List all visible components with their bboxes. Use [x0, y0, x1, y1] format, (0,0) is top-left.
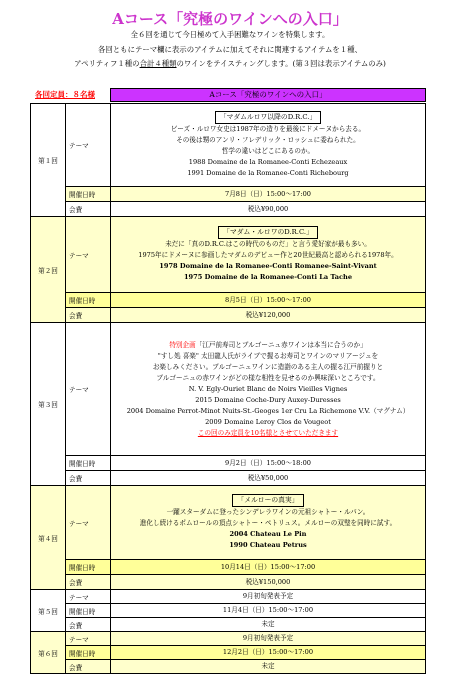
intro-line-2: 各回ともにテーマ欄に表示のアイテムに加えてそれに関連するアイテムを１種、 [98, 44, 362, 54]
round-4-fee-label: 会費 [66, 575, 111, 590]
round-1-fee: 税込¥90,000 [111, 202, 426, 217]
round-1-theme [111, 104, 426, 187]
round-4-label: 第４回 [31, 486, 66, 590]
round-5-label: 第５回 [31, 590, 66, 632]
round-1-wine: 1991 Domaine de la Romanee-Conti Richebourg [187, 169, 349, 177]
round-2-line: 未だに「真のD.R.C.はこの時代のものだ」と言う愛好家が最も多い。 [165, 240, 371, 248]
round-2-subtitle: 「マダム・ルロワのD.R.C.」 [218, 226, 318, 239]
round-1-theme-row [31, 104, 426, 187]
round-3-date-row [31, 456, 426, 471]
intro-total-emphasis: 合計４種類 [139, 59, 177, 68]
round-3-line: お楽しみください。ブルゴーニュワインに造詣のある主人の握る江戸前握りと [152, 362, 384, 371]
round-2-fee-label: 会費 [66, 308, 111, 323]
round-4-subtitle: 「メルローの真実」 [232, 494, 303, 507]
round-6-theme: 9月初旬発表予定 [111, 632, 426, 646]
round-4-theme-label: テーマ [66, 486, 111, 560]
round-3-date-label: 開催日時 [66, 456, 111, 471]
round-4-wine: 2004 Chateau Le Pin [229, 530, 307, 538]
round-1-fee-row [31, 202, 426, 217]
round-2-theme-label: テーマ [66, 217, 111, 293]
round-6-date-row [31, 646, 426, 660]
round-4-date: 10月14日（日）15:00～17:00 [111, 560, 426, 575]
capacity-label: 各回定員：８名様 [35, 90, 95, 99]
round-6-theme-row [31, 632, 426, 646]
round-1-wine: 1988 Domaine de la Romanee-Conti Echezeaux [188, 158, 348, 166]
round-4-date-row [31, 560, 426, 575]
round-2-theme-row [31, 217, 426, 293]
round-6-label: 第６回 [31, 632, 66, 674]
round-4-line: 進化し続けるポムロールの頂点シャトー・ペトリュス。メルローの双璧を同時に試す。 [139, 519, 397, 527]
round-4-theme-row [31, 486, 426, 560]
round-4-line: 一躍スターダムに登ったシンデレラワインの元祖シャトー・ルパン。 [166, 508, 370, 516]
round-4-fee: 税込¥150,000 [111, 575, 426, 590]
round-4-date-label: 開催日時 [66, 560, 111, 575]
round-1-line: 哲学の違いはどこにあるのか。 [221, 147, 315, 155]
intro-line-3: アペリティフ１種の合計４種類のワインをテイスティングします。(第３回は表示アイテムのみ) [74, 59, 386, 68]
round-3-note: この回のみ定員を10名様とさせていただきます [197, 428, 339, 437]
round-6-date: 12月2日（日）15:00～17:00 [111, 646, 426, 660]
round-2-date-label: 開催日時 [66, 293, 111, 308]
round-3-theme-row [31, 323, 426, 456]
round-3-theme-label: テーマ [66, 323, 111, 456]
round-5-theme-row [31, 590, 426, 604]
round-2-label: 第２回 [31, 217, 66, 323]
round-3-date: 9月2日（日）15:00～18:00 [111, 456, 426, 471]
round-3-line: "すし処 喜楽" 太田龍人氏がライブで握るお寿司とワインのマリアージュを [157, 351, 379, 360]
round-3-fee-row [31, 471, 426, 486]
round-2-date: 8月5日（日）15:00～17:00 [111, 293, 426, 308]
round-2-theme [111, 217, 426, 293]
page-title: Aコース「究極のワインへの入口」 [112, 10, 348, 28]
round-6-fee-row [31, 660, 426, 674]
course-header: Aコース「究極のワインへの入口」 [110, 88, 426, 102]
round-3-wine: 2004 Domaine Perrot-Minot Nuits-St.-Geoges 1er Cru La Richemone V.V.（マグナム） [126, 406, 410, 415]
round-5-date: 11月4日（日）15:00～17:00 [111, 604, 426, 618]
round-3-special: 特別企画 [169, 340, 196, 349]
intro-line-1: 全６回を通じて今日極めて入手困難なワインを特集します。 [130, 30, 330, 39]
round-5-date-row [31, 604, 426, 618]
round-4-fee-row [31, 575, 426, 590]
course-table [30, 103, 426, 674]
round-1-line: ビーズ・ルロワ女史は1987年の造りを最後にドメーヌから去る。 [170, 125, 366, 133]
round-1-fee-label: 会費 [66, 202, 111, 217]
round-1-theme-label: テーマ [66, 104, 111, 187]
round-3-subtitle: 「江戸前寿司とブルゴーニュ赤ワインは本当に合うのか」 [195, 340, 367, 349]
round-6-theme-label: テーマ [66, 632, 111, 646]
round-3-line: ブルゴーニュの赤ワインがどの様な相性を見せるのか興味深いところです。 [156, 373, 380, 382]
round-1-date-row [31, 187, 426, 202]
round-3-label: 第３回 [31, 323, 66, 486]
round-4-wine: 1990 Chateau Petrus [229, 541, 307, 549]
intro-text [0, 28, 460, 72]
round-5-fee-label: 会費 [66, 618, 111, 632]
round-5-date-label: 開催日時 [66, 604, 111, 618]
round-2-fee: 税込¥120,000 [111, 308, 426, 323]
round-5-fee-row [31, 618, 426, 632]
round-3-wine: 2015 Domaine Coche-Dury Auxey-Duresses [195, 395, 341, 404]
round-6-fee-label: 会費 [66, 660, 111, 674]
round-1-line: その後は甥のアンリ・フレデリック・ロッシュに委ねられた。 [176, 136, 360, 144]
round-2-date-row [31, 293, 426, 308]
round-5-fee: 未定 [111, 618, 426, 632]
round-3-theme [111, 323, 426, 456]
round-6-date-label: 開催日時 [66, 646, 111, 660]
round-6-fee: 未定 [111, 660, 426, 674]
round-2-wine: 1978 Domaine de la Romanee-Conti Romanee-Saint-Vivant [159, 262, 377, 270]
round-1-subtitle: 「マダムルロワ以降のD.R.C.」 [215, 111, 322, 124]
round-2-wine: 1975 Domaine de la Romanee-Conti La Tache [183, 273, 353, 281]
round-3-fee: 税込¥50,000 [111, 471, 426, 486]
round-5-theme: 9月初旬発表予定 [111, 590, 426, 604]
round-3-wine: 2009 Domaine Leroy Clos de Vougeot [205, 417, 331, 426]
round-4-theme [111, 486, 426, 560]
round-1-date: 7月8日（日）15:00～17:00 [111, 187, 426, 202]
round-1-date-label: 開催日時 [66, 187, 111, 202]
round-5-theme-label: テーマ [66, 590, 111, 604]
round-3-wine: N. V. Egly-Ouriet Blanc de Noirs Vieilles Vignes [188, 384, 348, 393]
round-2-line: 1975年にドメーヌに参画したマダムのデビュー作と20世紀最高と認められる1978年。 [138, 251, 398, 259]
round-2-fee-row [31, 308, 426, 323]
round-3-fee-label: 会費 [66, 471, 111, 486]
round-1-label: 第１回 [31, 104, 66, 217]
